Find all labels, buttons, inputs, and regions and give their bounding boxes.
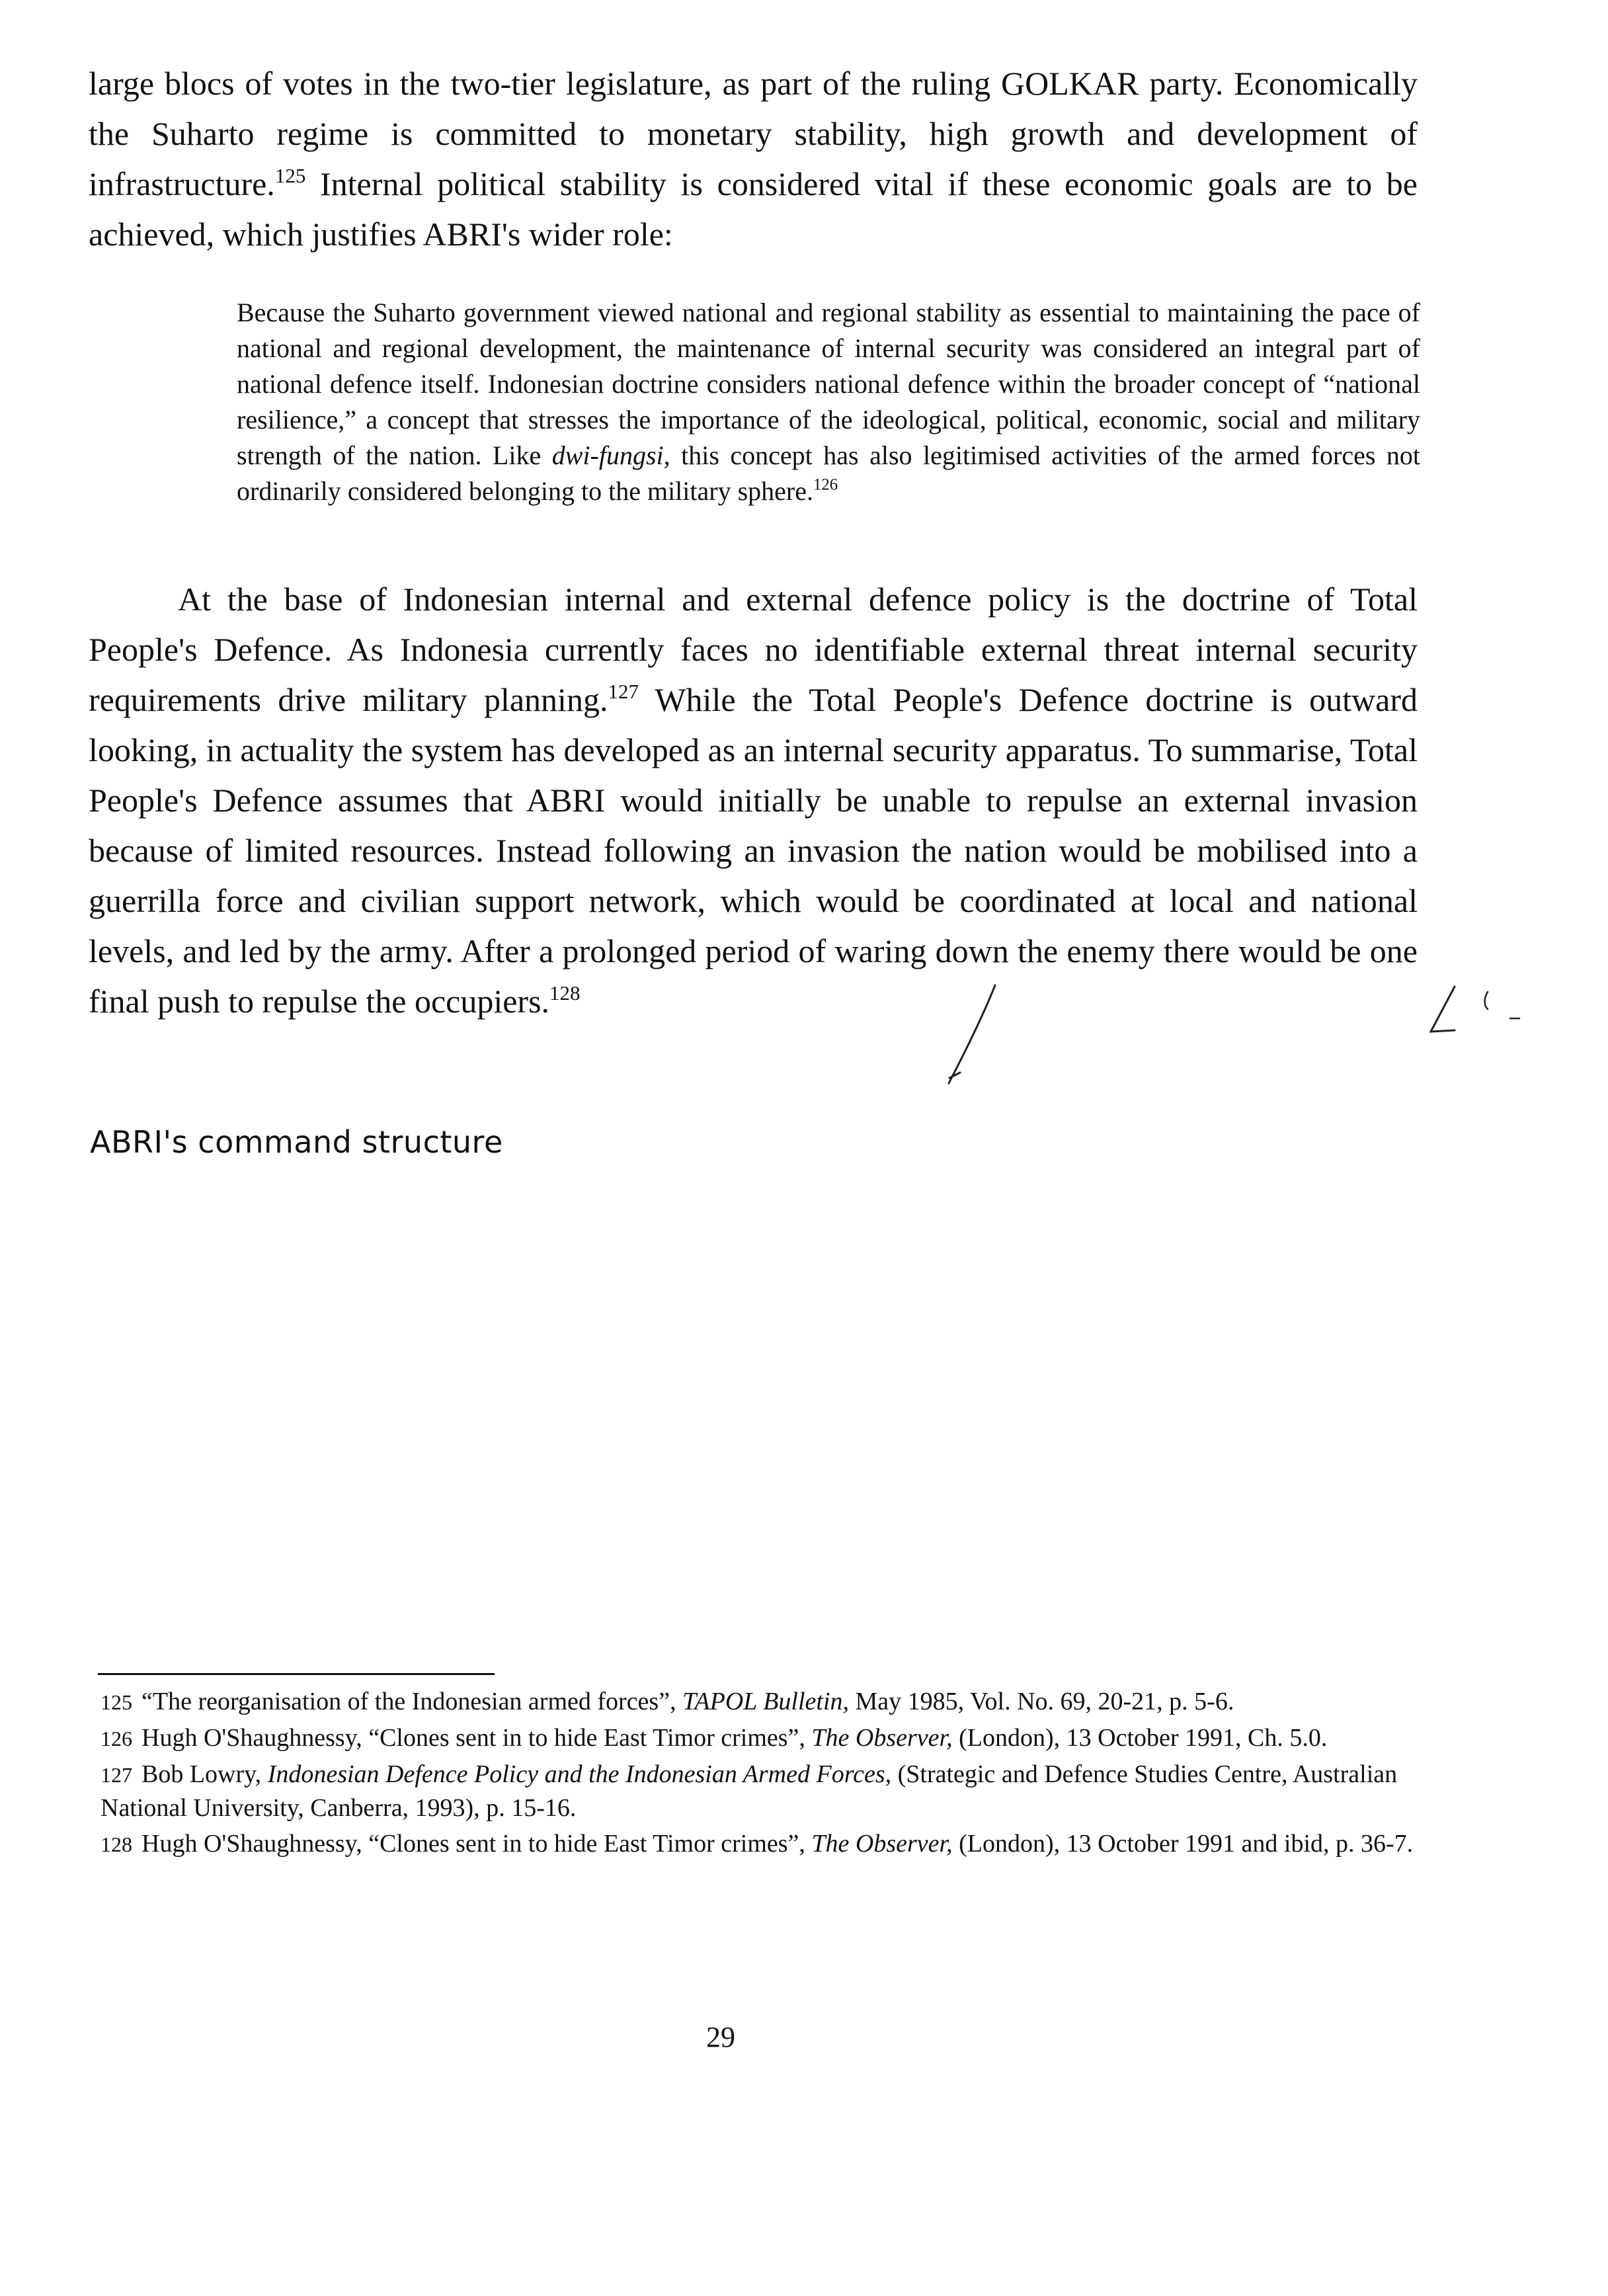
footnote-text: Hugh O'Shaughnessy, “Clones sent in to hide East Timor crimes”, [141, 1830, 812, 1858]
paragraph-2-text-a: At the base of Indonesian internal and external defence policy is the doctrine of Total People's Defence. As Indonesia currently faces no identifiable external threat internal security requirements drive military planning. [89, 581, 1418, 718]
footnote-127 [100, 1758, 1416, 1824]
quote-text-2: this concept has also legitimised activities of the armed forces not ordinarily considered belonging to the military sphere. [237, 440, 1420, 506]
quote-text-1: Because the Suharto government viewed national and regional stability as essential to maintaining the pace of national and regional development, the maintenance of internal security was considered an integral part of national defence itself. Indonesian doctrine considers national defence within the broader concept of “national resilience,” a concept that stresses the importance of the ideological, political, economic, social and military strength of the nation. Like [237, 298, 1420, 470]
body-paragraph-2 [89, 574, 1418, 1026]
footnote-source-title: TAPOL Bulletin, [682, 1688, 850, 1715]
footnote-text: Hugh O'Shaughnessy, “Clones sent in to hide East Timor crimes”, [141, 1724, 812, 1752]
footnote-number: 125 [100, 1690, 132, 1714]
footnote-source-title: Indonesian Defence Policy and the Indonesian Armed Forces, [267, 1760, 892, 1788]
section-heading: ABRI's command structure [90, 1124, 503, 1160]
footnote-ref-125[interactable]: 125 [274, 163, 306, 187]
footnote-ref-127[interactable]: 127 [608, 679, 639, 703]
block-quote [237, 295, 1420, 509]
footnote-text-end: May 1985, Vol. No. 69, 20-21, p. 5-6. [849, 1688, 1234, 1715]
paragraph-1-continuation: Internal political stability is considered vital if these economic goals are to be achieved, which justifies ABRI's wider role: [89, 165, 1418, 253]
footnote-125 [100, 1685, 1416, 1719]
paragraph-2-text-b: While the Total People's Defence doctrine is outward looking, in actuality the system has developed as an internal security apparatus. To summarise, Total People's Defence assumes that ABRI would initially be unable to repulse an external invasion because of limited resources. Instead following an invasion the nation would be mobilised into a guerrilla force and civilian support network, which would be coordinated at local and national levels, and led by the army. After a prolonged period of waring down the enemy there would be one final push to repulse the occupiers. [89, 681, 1418, 1020]
paragraph-1-text: large blocs of votes in the two-tier legislature, as part of the ruling GOLKAR party. Economically the Suharto regime is committed to monetary stability, high growth and development of infrastructure. [89, 65, 1418, 202]
footnote-ref-126[interactable]: 126 [813, 475, 838, 494]
footnote-text-end: (London), 13 October 1991 and ibid, p. 36-7. [952, 1830, 1414, 1858]
pen-tick-margin-icon [1485, 992, 1488, 1009]
body-paragraph-1 [89, 58, 1418, 259]
footnote-number: 126 [100, 1727, 132, 1750]
footnote-source-title: The Observer, [811, 1724, 953, 1752]
footnote-number: 128 [100, 1832, 132, 1856]
footnote-divider [98, 1673, 495, 1675]
footnote-text-end: (London), 13 October 1991, Ch. 5.0. [952, 1724, 1328, 1752]
footnote-ref-128[interactable]: 128 [549, 981, 581, 1004]
footnote-128 [100, 1827, 1416, 1861]
footnote-text: Bob Lowry, [141, 1760, 268, 1788]
footnote-source-title: The Observer, [811, 1830, 953, 1858]
footnotes [100, 1685, 1416, 1864]
footnote-text-end: (Strategic and Defence Studies Centre, Australian National University, Canberra, 1993), p. 15-16. [100, 1760, 1398, 1822]
pen-stroke-margin-icon [1431, 987, 1455, 1032]
quote-italic-term: dwi-fungsi, [551, 440, 670, 470]
footnote-number: 127 [100, 1763, 132, 1787]
footnote-126 [100, 1721, 1416, 1755]
footnote-text: “The reorganisation of the Indonesian armed forces”, [141, 1688, 683, 1715]
page-number: 29 [706, 2021, 735, 2053]
